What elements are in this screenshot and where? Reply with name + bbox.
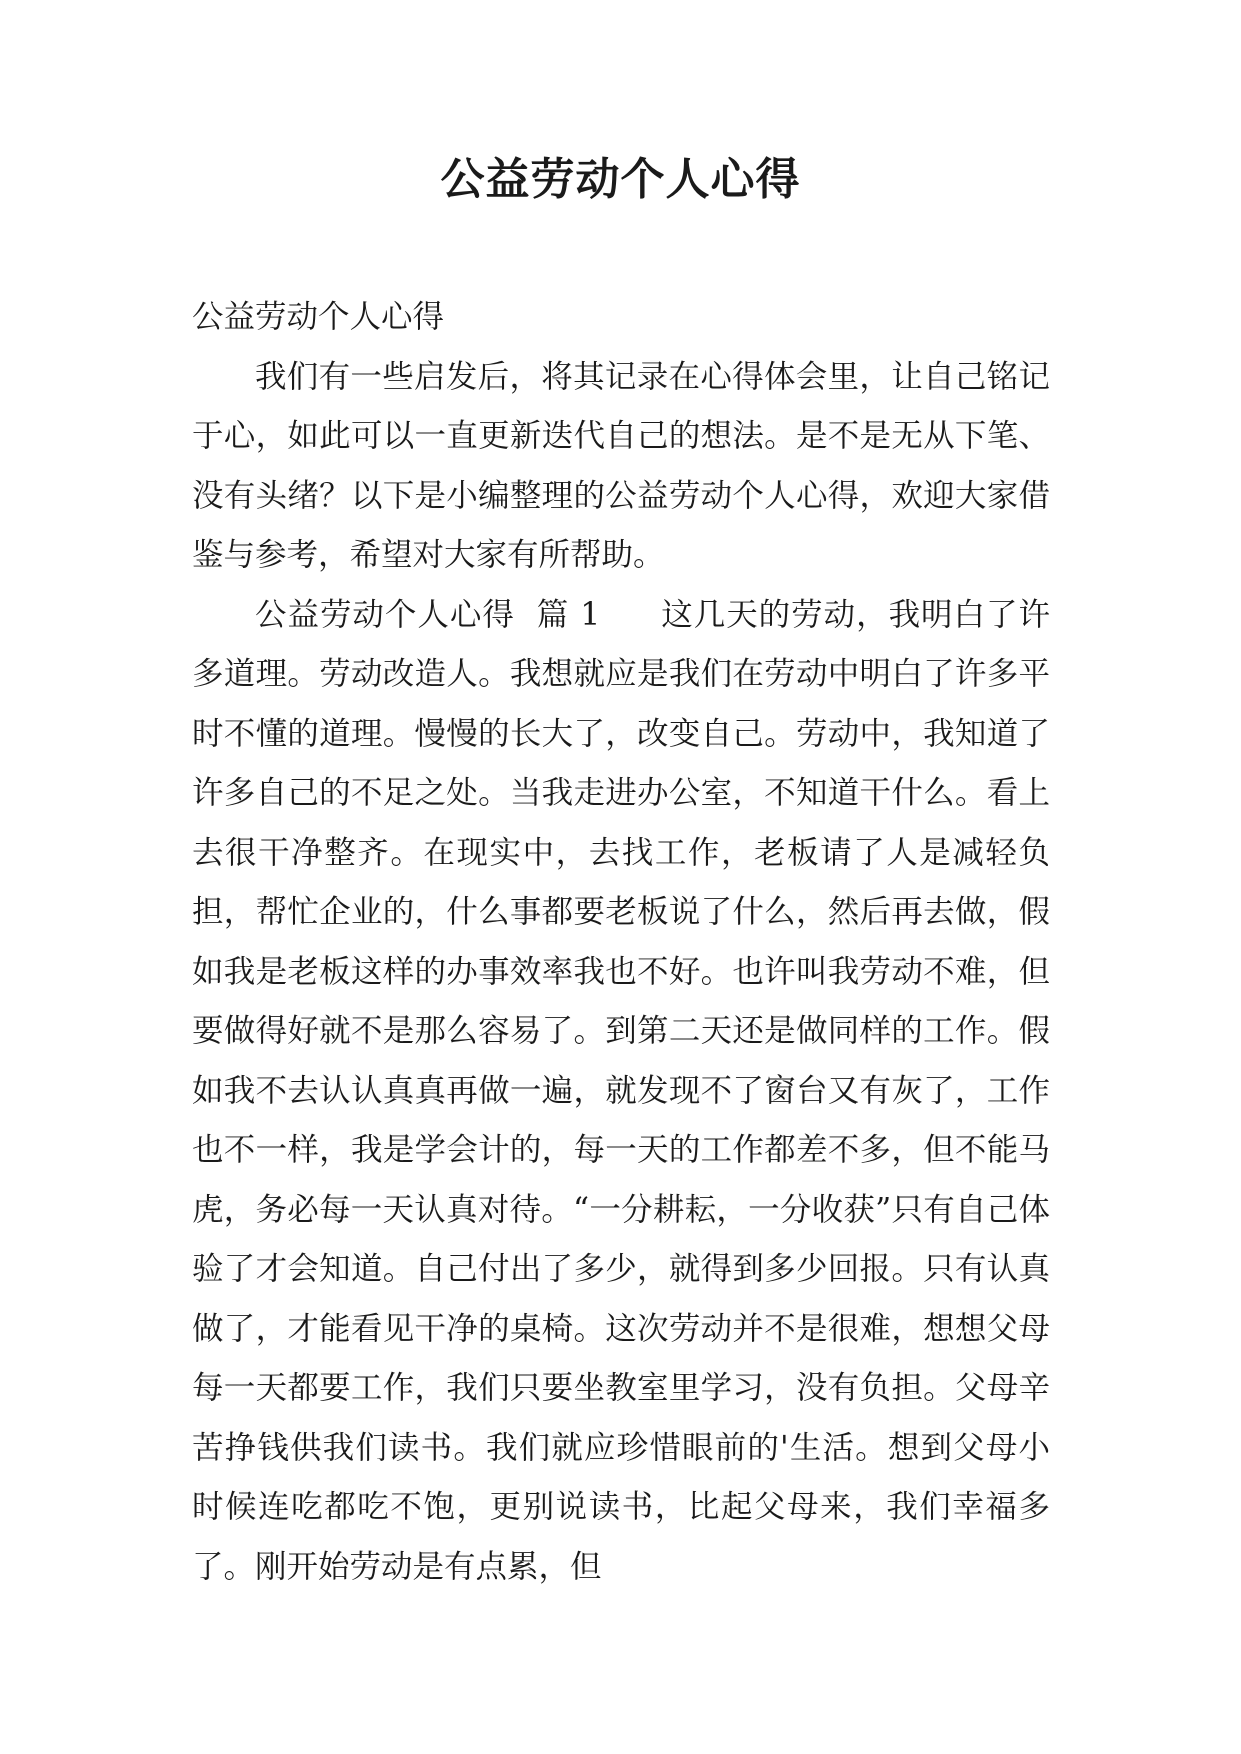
intro-paragraph: 我们有一些启发后，将其记录在心得体会里，让自己铭记于心，如此可以一直更新迭代自己的想法。是不是无从下笔、没有头绪？以下是小编整理的公益劳动个人心得，欢迎大家借鉴与参考，希望对大家有所帮助。 <box>192 358 1050 573</box>
section-heading: 公益劳动个人心得 篇 1 <box>255 596 601 633</box>
document-body <box>192 288 1050 1597</box>
section-body: 这几天的劳动，我明白了许多道理。劳动改造人。我想就应是我们在劳动中明白了许多平时不懂的道理。慢慢的长大了，改变自己。劳动中，我知道了许多自己的不足之处。当我走进办公室，不知道干什么。看上去很干净整齐。在现实中，去找工作，老板请了人是减轻负担，帮忙企业的，什么事都要老板说了什么，然后再去做，假如我是老板这样的办事效率我也不好。也许叫我劳动不难，但要做得好就不是那么容易了。到第二天还是做同样的工作。假如我不去认认真真再做一遍，就发现不了窗台又有灰了，工作也不一样，我是学会计的，每一天的工作都差不多，但不能马虎，务必每一天认真对待。“一分耕耘，一分收获”只有自己体验了才会知道。自己付出了多少，就得到多少回报。只有认真做了，才能看见干净的桌椅。这次劳动并不是很难，想想父母每一天都要工作，我们只要坐教室里学习，没有负担。父母辛苦挣钱供我们读书。我们就应珍惜眼前的'生活。想到父母小时候连吃都吃不饱，更别说读书，比起父母来，我们幸福多了。刚开始劳动是有点累，但 <box>192 596 1050 1585</box>
document-title: 公益劳动个人心得 <box>440 154 801 205</box>
section-paragraph <box>192 586 1050 1598</box>
document-subtitle: 公益劳动个人心得 <box>192 299 445 335</box>
